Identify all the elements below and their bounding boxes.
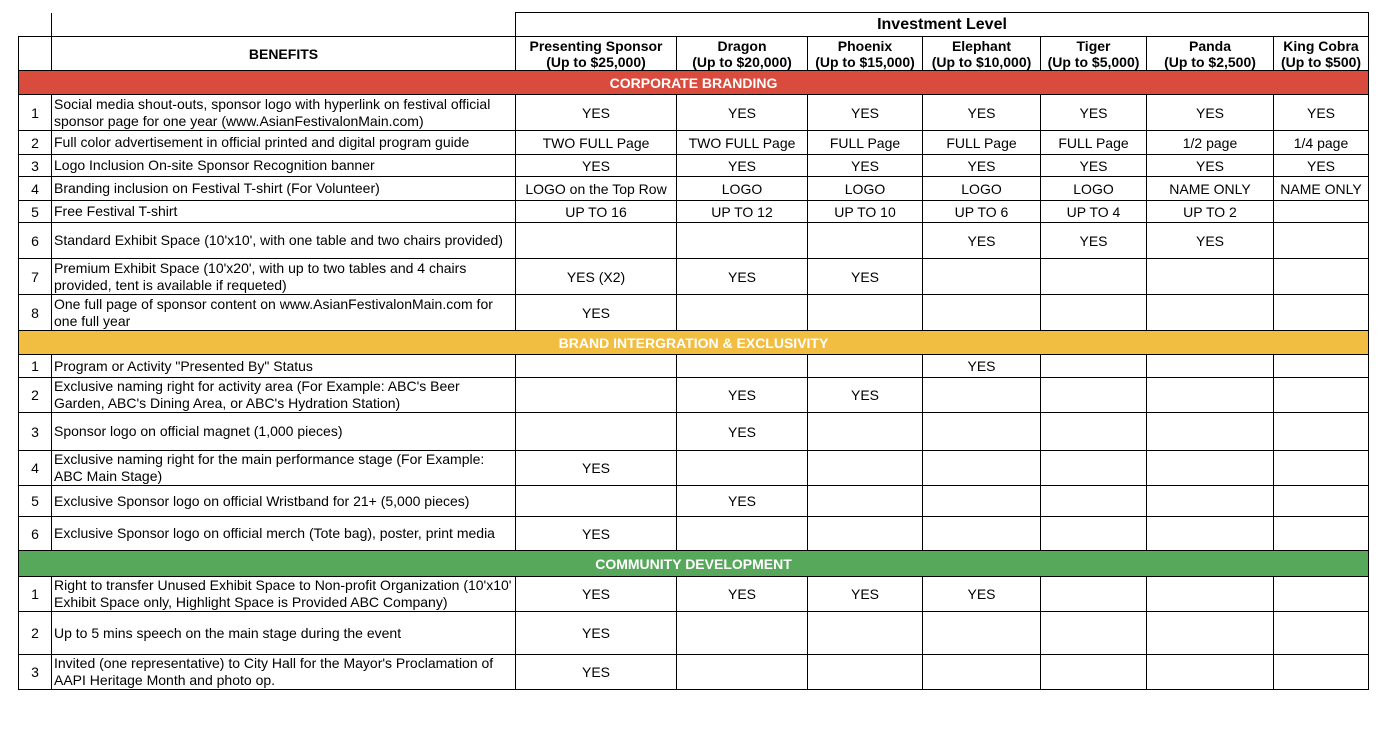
tier-name: Presenting Sponsor	[529, 37, 663, 54]
tier-value-cell	[516, 486, 677, 517]
tier-value-cell: YES	[1041, 155, 1147, 177]
benefit-description: Full color advertisement in official printed and digital program guide	[52, 131, 516, 155]
tier-value-cell	[1041, 517, 1147, 551]
row-number: 5	[19, 486, 52, 517]
tier-value-cell: YES	[677, 577, 808, 612]
tier-amount: (Up to $2,500)	[1164, 53, 1256, 70]
benefit-row	[19, 655, 1369, 690]
tier-value-cell	[677, 223, 808, 259]
tier-value-cell: YES	[1147, 223, 1274, 259]
blank-cell	[52, 13, 516, 37]
tier-value-cell: LOGO	[1041, 177, 1147, 201]
tier-value-cell: YES	[516, 155, 677, 177]
benefit-row	[19, 95, 1369, 131]
benefit-row	[19, 451, 1369, 486]
tier-value-cell: UP TO 4	[1041, 201, 1147, 223]
tier-value-cell	[1041, 413, 1147, 451]
tier-value-cell	[1041, 486, 1147, 517]
tier-value-cell	[808, 355, 923, 378]
tier-value-cell	[808, 612, 923, 655]
tier-value-cell: LOGO on the Top Row	[516, 177, 677, 201]
benefit-description: Up to 5 mins speech on the main stage during the event	[52, 612, 516, 655]
tier-value-cell	[677, 655, 808, 690]
blank-cell	[19, 13, 52, 37]
benefit-description: Premium Exhibit Space (10'x20', with up to two tables and 4 chairs provided, tent is available if requeted)	[52, 259, 516, 295]
tier-value-cell: YES	[923, 155, 1041, 177]
tier-value-cell: YES	[677, 95, 808, 131]
tier-amount: (Up to $15,000)	[815, 53, 915, 70]
row-number: 3	[19, 155, 52, 177]
tier-value-cell	[923, 413, 1041, 451]
tier-value-cell	[1041, 378, 1147, 413]
tier-value-cell: LOGO	[677, 177, 808, 201]
tier-value-cell: 1/4 page	[1274, 131, 1369, 155]
tier-value-cell: YES	[808, 259, 923, 295]
tier-value-cell: UP TO 6	[923, 201, 1041, 223]
section-title: BRAND INTERGRATION & EXCLUSIVITY	[19, 331, 1369, 355]
tier-value-cell	[808, 451, 923, 486]
tier-name: Tiger	[1076, 37, 1111, 54]
row-number: 7	[19, 259, 52, 295]
tier-value-cell: YES	[808, 95, 923, 131]
benefit-row	[19, 577, 1369, 612]
tier-value-cell	[516, 413, 677, 451]
section-title: COMMUNITY DEVELOPMENT	[19, 551, 1369, 577]
tier-name: Dragon	[717, 37, 767, 54]
benefit-description: Exclusive Sponsor logo on official Wristband for 21+ (5,000 pieces)	[52, 486, 516, 517]
tier-value-cell	[1274, 451, 1369, 486]
benefit-description: Exclusive Sponsor logo on official merch (Tote bag), poster, print media	[52, 517, 516, 551]
tier-value-cell: YES	[1041, 95, 1147, 131]
tier-value-cell: NAME ONLY	[1274, 177, 1369, 201]
tier-value-cell: UP TO 12	[677, 201, 808, 223]
tier-value-cell	[923, 259, 1041, 295]
tier-amount: (Up to $25,000)	[546, 53, 646, 70]
section-corporate-branding	[19, 71, 1369, 95]
benefit-row	[19, 355, 1369, 378]
tier-value-cell	[1274, 201, 1369, 223]
tier-value-cell	[1274, 612, 1369, 655]
tier-elephant	[923, 37, 1041, 71]
section-community-development	[19, 551, 1369, 577]
benefit-description: Right to transfer Unused Exhibit Space to Non-profit Organization (10'x10' Exhibit Space only, Highlight Space is Provided ABC Company)	[52, 577, 516, 612]
tier-value-cell	[1147, 612, 1274, 655]
benefit-row	[19, 177, 1369, 201]
tier-value-cell	[1147, 451, 1274, 486]
tier-value-cell	[1274, 577, 1369, 612]
tier-value-cell	[923, 612, 1041, 655]
benefit-row	[19, 295, 1369, 331]
tier-value-cell	[1147, 355, 1274, 378]
benefit-description: Free Festival T-shirt	[52, 201, 516, 223]
tier-value-cell: YES	[677, 413, 808, 451]
tier-value-cell: YES	[1274, 155, 1369, 177]
tier-value-cell	[923, 451, 1041, 486]
tier-value-cell: YES	[516, 517, 677, 551]
tier-amount: (Up to $5,000)	[1047, 53, 1140, 70]
row-number: 2	[19, 378, 52, 413]
tier-value-cell	[1041, 295, 1147, 331]
row-number: 4	[19, 451, 52, 486]
tier-value-cell	[1147, 413, 1274, 451]
tier-value-cell	[1274, 355, 1369, 378]
benefit-row	[19, 413, 1369, 451]
tier-value-cell: TWO FULL Page	[677, 131, 808, 155]
row-number: 5	[19, 201, 52, 223]
tier-value-cell: YES	[923, 577, 1041, 612]
row-number: 2	[19, 612, 52, 655]
tier-value-cell: YES	[516, 95, 677, 131]
tier-value-cell: YES (X2)	[516, 259, 677, 295]
tier-value-cell	[1274, 517, 1369, 551]
benefit-description: Branding inclusion on Festival T-shirt (For Volunteer)	[52, 177, 516, 201]
benefit-description: Sponsor logo on official magnet (1,000 pieces)	[52, 413, 516, 451]
tier-value-cell: YES	[1147, 155, 1274, 177]
tier-value-cell	[1147, 378, 1274, 413]
tier-value-cell	[1147, 259, 1274, 295]
tier-panda	[1147, 37, 1274, 71]
benefit-row	[19, 259, 1369, 295]
tier-value-cell	[923, 486, 1041, 517]
tier-value-cell: YES	[1274, 95, 1369, 131]
tier-value-cell	[1274, 378, 1369, 413]
tier-value-cell	[1147, 655, 1274, 690]
tier-value-cell: YES	[808, 155, 923, 177]
benefit-row	[19, 517, 1369, 551]
tier-value-cell: YES	[516, 655, 677, 690]
tier-value-cell: UP TO 2	[1147, 201, 1274, 223]
sponsorship-benefits-table	[18, 12, 1369, 690]
benefit-row	[19, 378, 1369, 413]
tier-value-cell: LOGO	[923, 177, 1041, 201]
benefit-row	[19, 612, 1369, 655]
tier-value-cell: FULL Page	[808, 131, 923, 155]
tier-value-cell	[1041, 655, 1147, 690]
tier-value-cell	[677, 355, 808, 378]
tier-value-cell	[1041, 355, 1147, 378]
tier-value-cell: YES	[923, 223, 1041, 259]
investment-level-row	[19, 13, 1369, 37]
benefit-row	[19, 223, 1369, 259]
tier-value-cell: NAME ONLY	[1147, 177, 1274, 201]
tier-value-cell	[516, 223, 677, 259]
tier-dragon	[677, 37, 808, 71]
tier-value-cell: TWO FULL Page	[516, 131, 677, 155]
tier-value-cell	[516, 355, 677, 378]
section-title: CORPORATE BRANDING	[19, 71, 1369, 95]
tier-value-cell	[677, 517, 808, 551]
row-number: 3	[19, 413, 52, 451]
tier-value-cell	[1147, 577, 1274, 612]
tier-value-cell: 1/2 page	[1147, 131, 1274, 155]
tier-value-cell	[1147, 517, 1274, 551]
tier-value-cell	[677, 612, 808, 655]
benefit-row	[19, 201, 1369, 223]
row-number: 4	[19, 177, 52, 201]
tier-value-cell	[1041, 577, 1147, 612]
num-header-cell	[19, 37, 52, 71]
tier-value-cell	[677, 451, 808, 486]
tier-value-cell: YES	[808, 577, 923, 612]
tier-name: Phoenix	[837, 37, 893, 54]
tier-value-cell: YES	[1041, 223, 1147, 259]
tier-tiger	[1041, 37, 1147, 71]
tier-value-cell: UP TO 16	[516, 201, 677, 223]
row-number: 2	[19, 131, 52, 155]
benefit-row	[19, 155, 1369, 177]
tier-name: King Cobra	[1283, 37, 1359, 54]
benefit-row	[19, 131, 1369, 155]
tier-king-cobra	[1274, 37, 1369, 71]
tier-value-cell	[808, 486, 923, 517]
benefit-row	[19, 486, 1369, 517]
tier-amount: (Up to $500)	[1280, 53, 1362, 70]
tier-phoenix	[808, 37, 923, 71]
tier-name: Panda	[1188, 37, 1231, 54]
row-number: 3	[19, 655, 52, 690]
tier-value-cell: UP TO 10	[808, 201, 923, 223]
benefit-description: One full page of sponsor content on www.AsianFestivalonMain.com for one full year	[52, 295, 516, 331]
benefit-description: Invited (one representative) to City Hall for the Mayor's Proclamation of AAPI Heritage Month and photo op.	[52, 655, 516, 690]
tier-value-cell	[808, 517, 923, 551]
tier-header-row	[19, 37, 1369, 71]
section-brand-integration	[19, 331, 1369, 355]
tier-value-cell: YES	[677, 259, 808, 295]
benefit-description: Program or Activity "Presented By" Status	[52, 355, 516, 378]
benefit-description: Exclusive naming right for activity area (For Example: ABC's Beer Garden, ABC's Dining Area, or ABC's Hydration Station)	[52, 378, 516, 413]
row-number: 6	[19, 517, 52, 551]
tier-value-cell	[1274, 655, 1369, 690]
tier-presenting-sponsor	[516, 37, 677, 71]
tier-value-cell	[516, 378, 677, 413]
tier-value-cell	[1041, 259, 1147, 295]
tier-value-cell	[1147, 486, 1274, 517]
tier-value-cell	[923, 655, 1041, 690]
row-number: 1	[19, 355, 52, 378]
tier-value-cell	[1274, 413, 1369, 451]
tier-value-cell: YES	[516, 612, 677, 655]
tier-value-cell	[923, 378, 1041, 413]
tier-value-cell: YES	[516, 577, 677, 612]
tier-value-cell: YES	[923, 95, 1041, 131]
tier-value-cell: FULL Page	[923, 131, 1041, 155]
tier-value-cell: LOGO	[808, 177, 923, 201]
benefit-description: Exclusive naming right for the main performance stage (For Example: ABC Main Stage)	[52, 451, 516, 486]
tier-amount: (Up to $10,000)	[931, 53, 1032, 70]
tier-amount: (Up to $20,000)	[692, 53, 792, 70]
row-number: 6	[19, 223, 52, 259]
tier-value-cell	[808, 295, 923, 331]
investment-level-title: Investment Level	[516, 13, 1369, 37]
tier-value-cell: YES	[1147, 95, 1274, 131]
tier-value-cell	[677, 295, 808, 331]
benefit-description: Logo Inclusion On-site Sponsor Recognition banner	[52, 155, 516, 177]
benefit-description: Social media shout-outs, sponsor logo with hyperlink on festival official sponsor page for one year (www.AsianFestivalonMain.com)	[52, 95, 516, 131]
benefit-description: Standard Exhibit Space (10'x10', with one table and two chairs provided)	[52, 223, 516, 259]
tier-value-cell	[1274, 223, 1369, 259]
tier-value-cell	[1274, 295, 1369, 331]
benefits-header: BENEFITS	[52, 37, 516, 71]
tier-value-cell	[923, 517, 1041, 551]
tier-value-cell: YES	[677, 486, 808, 517]
row-number: 1	[19, 577, 52, 612]
tier-value-cell: FULL Page	[1041, 131, 1147, 155]
tier-value-cell	[808, 223, 923, 259]
tier-value-cell	[1041, 451, 1147, 486]
row-number: 1	[19, 95, 52, 131]
row-number: 8	[19, 295, 52, 331]
tier-value-cell	[1041, 612, 1147, 655]
tier-value-cell: YES	[677, 155, 808, 177]
tier-value-cell: YES	[923, 355, 1041, 378]
tier-value-cell: YES	[677, 378, 808, 413]
tier-value-cell	[1274, 259, 1369, 295]
tier-value-cell	[923, 295, 1041, 331]
tier-value-cell	[808, 655, 923, 690]
tier-value-cell: YES	[516, 451, 677, 486]
tier-value-cell	[1147, 295, 1274, 331]
tier-name: Elephant	[951, 37, 1012, 54]
tier-value-cell	[1274, 486, 1369, 517]
tier-value-cell: YES	[808, 378, 923, 413]
tier-value-cell: YES	[516, 295, 677, 331]
tier-value-cell	[808, 413, 923, 451]
